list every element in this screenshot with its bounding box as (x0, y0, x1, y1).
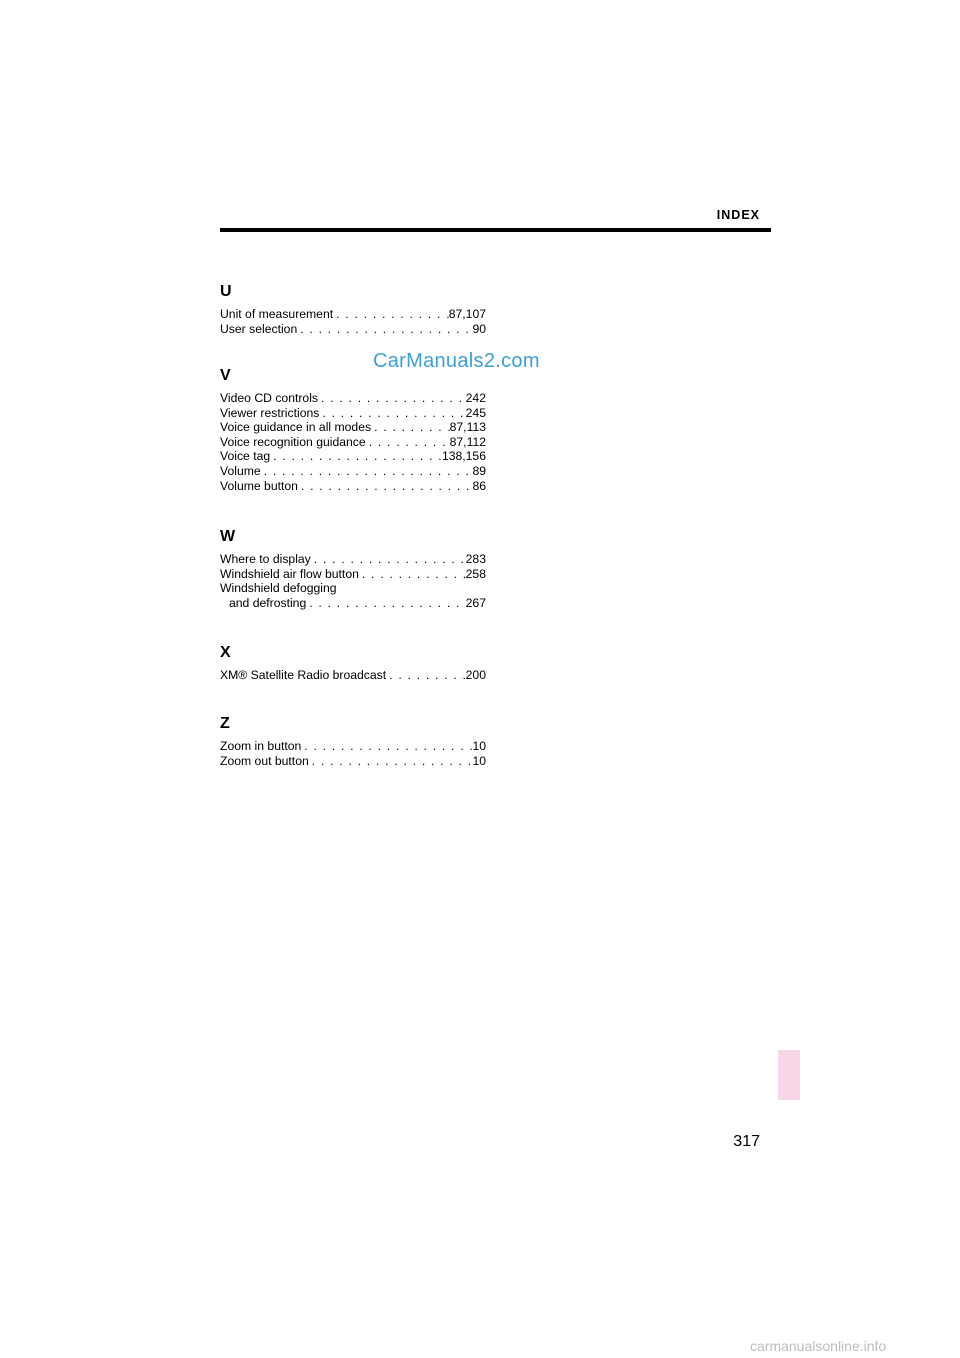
leader-dots (306, 596, 465, 611)
entry-term: Viewer restrictions (220, 405, 320, 420)
index-entry (220, 391, 486, 406)
index-section-x (220, 643, 486, 683)
leader-dots (309, 754, 473, 769)
entry-term: Volume button (220, 478, 298, 493)
footer-watermark: carmanualsonline.info (750, 1338, 887, 1354)
index-section-z (220, 714, 486, 768)
index-entry (220, 420, 486, 435)
index-entry (220, 406, 486, 421)
leader-dots (270, 449, 442, 464)
entry-pages: 258 (465, 566, 486, 581)
entry-term: Where to display (220, 552, 311, 566)
entry-term: and defrosting (229, 595, 307, 610)
index-entry (220, 307, 486, 322)
leader-dots (386, 668, 466, 683)
watermark-link[interactable]: CarManuals2.com (373, 350, 540, 372)
leader-dots (359, 567, 466, 582)
entry-pages: 138,156 (441, 449, 486, 464)
index-section-u (220, 282, 486, 336)
entry-term: Volume (220, 463, 261, 478)
entry-term: Voice guidance in all modes (220, 420, 372, 435)
entry-pages: 90 (472, 321, 486, 336)
section-letter: X (220, 644, 231, 661)
index-entry (220, 739, 486, 754)
index-entry (220, 567, 486, 582)
leader-dots (318, 391, 466, 406)
entry-pages: 87,113 (449, 420, 486, 435)
entry-term: Video CD controls (220, 391, 318, 405)
entry-term: Windshield air flow button (220, 566, 359, 581)
entry-pages: 89 (472, 463, 486, 478)
section-letter: W (220, 528, 236, 545)
entry-term: Zoom in button (220, 739, 302, 753)
index-entry (220, 322, 486, 337)
index-entry (220, 464, 486, 479)
index-subentry (220, 596, 486, 611)
entry-pages: 86 (472, 478, 486, 493)
leader-dots (298, 479, 473, 494)
page-number: 317 (733, 1133, 760, 1150)
index-entry (220, 435, 486, 450)
entry-pages: 267 (465, 595, 486, 610)
entry-pages: 87,112 (449, 434, 486, 449)
index-section-v (220, 366, 486, 493)
leader-dots (301, 739, 472, 754)
page-header-title: INDEX (716, 208, 760, 222)
leader-dots (366, 435, 450, 450)
section-letter: Z (220, 715, 230, 732)
entry-term: XM® Satellite Radio broadcast (220, 668, 387, 682)
leader-dots (371, 420, 450, 435)
entry-pages: 87,107 (448, 307, 486, 321)
section-tab-marker (778, 1050, 800, 1100)
index-entry (220, 479, 486, 494)
leader-dots (297, 322, 472, 337)
leader-dots (319, 406, 465, 421)
leader-dots (261, 464, 473, 479)
entry-pages: 10 (472, 739, 486, 753)
section-letter: U (220, 283, 232, 300)
index-entry (220, 552, 486, 567)
entry-term: User selection (220, 321, 298, 336)
index-entry-heading: Windshield defogging (220, 581, 337, 596)
leader-dots (333, 307, 449, 322)
entry-term: Voice recognition guidance (220, 434, 366, 449)
index-entry (220, 668, 486, 683)
entry-term: Voice tag (220, 449, 271, 464)
entry-pages: 200 (465, 668, 486, 682)
index-section-w (220, 527, 486, 610)
entry-pages: 10 (472, 753, 486, 768)
index-entry (220, 449, 486, 464)
entry-term: Zoom out button (220, 753, 309, 768)
entry-pages: 245 (465, 405, 486, 420)
index-entry (220, 754, 486, 769)
entry-pages: 242 (465, 391, 486, 405)
header-rule (220, 228, 771, 232)
section-letter: V (220, 367, 231, 384)
entry-term: Unit of measurement (220, 307, 334, 321)
entry-pages: 283 (465, 552, 486, 566)
leader-dots (311, 552, 466, 567)
